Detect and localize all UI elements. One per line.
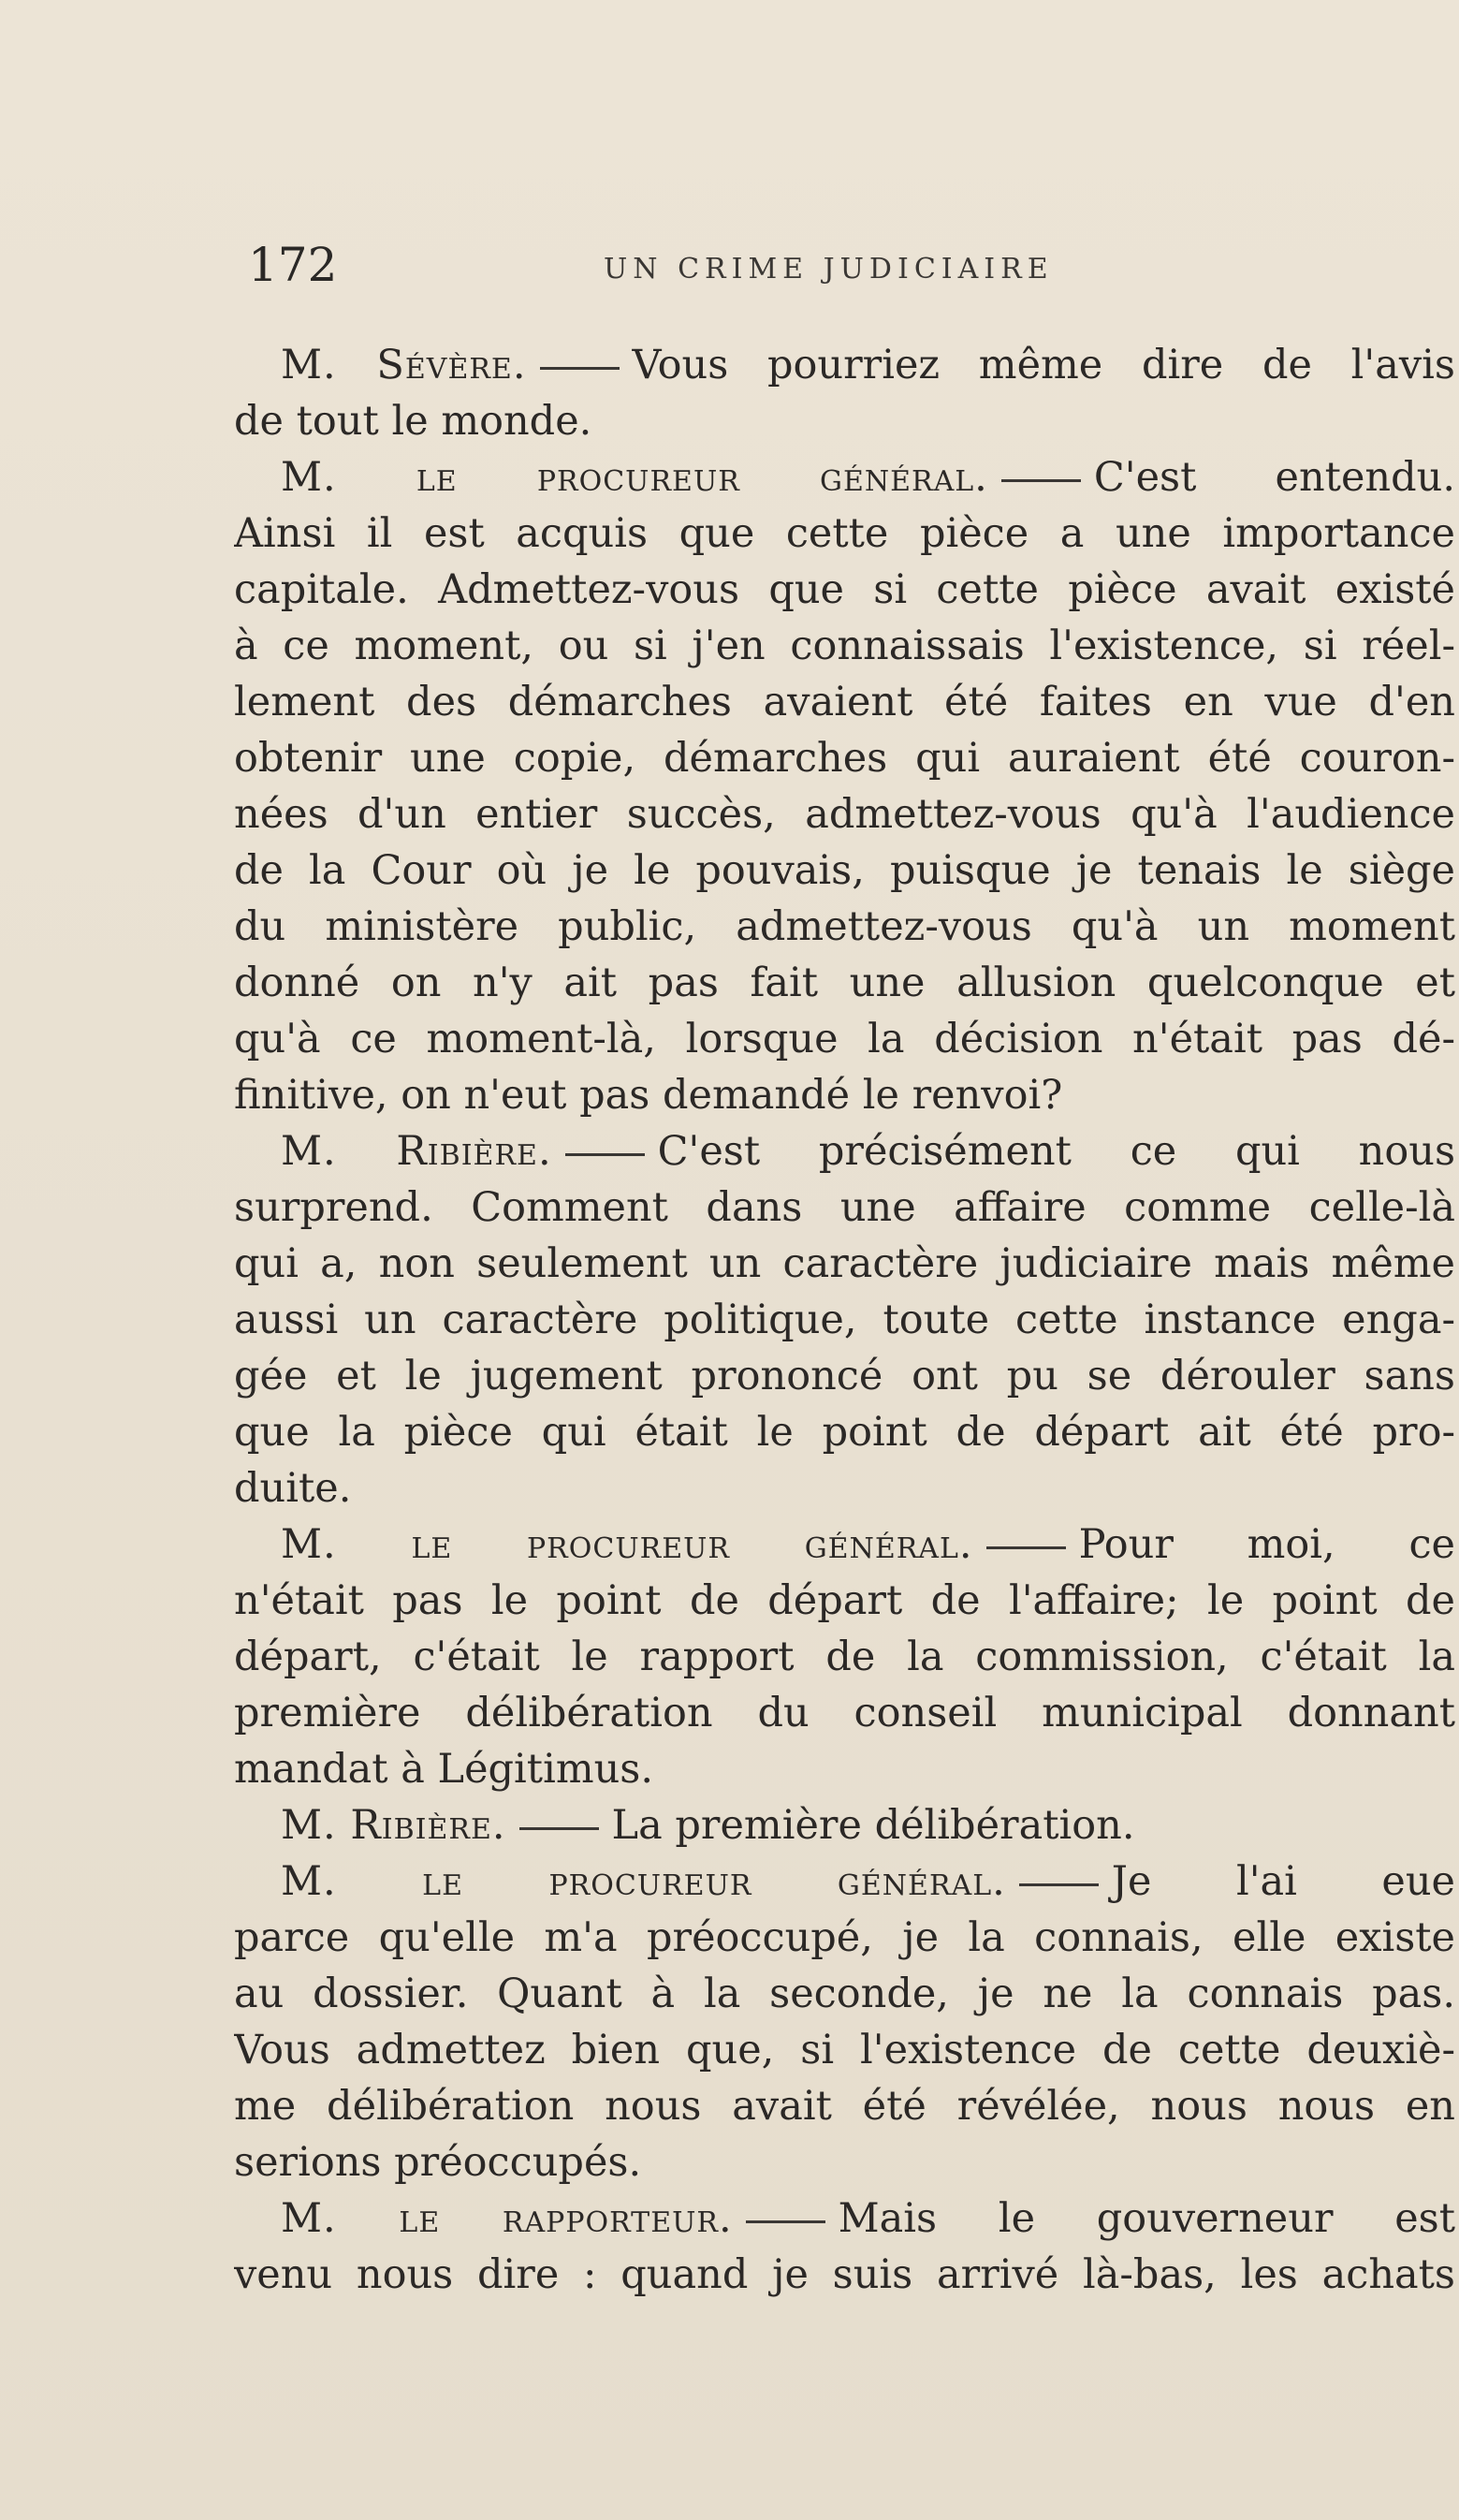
line-text: de la Cour où je le pouvais, puisque je tenais le siège	[234, 847, 1455, 894]
text-line	[234, 674, 1455, 730]
text-line	[234, 2022, 1455, 2078]
line-text: que la pièce qui était le point de départ ait été pro-	[234, 1409, 1455, 1456]
speaker-name: M. Sévère.	[281, 342, 527, 388]
text-line	[234, 1236, 1455, 1292]
text-line	[234, 1067, 1455, 1123]
text-line	[234, 505, 1455, 562]
line-text: Vous admettez bien que, si l'existence de cette deuxiè-	[234, 2027, 1455, 2073]
text-line	[234, 618, 1455, 674]
text-line	[234, 1741, 1455, 1797]
em-dash	[986, 1546, 1066, 1549]
line-text: gée et le jugement prononcé ont pu se dérouler sans	[234, 1353, 1455, 1399]
text-line	[234, 1348, 1455, 1404]
line-text: Mais le gouverneur est	[838, 2195, 1455, 2242]
speech-line	[234, 1797, 1455, 1853]
line-text: Ainsi il est acquis que cette pièce a une importance	[234, 510, 1455, 557]
speech-line	[234, 337, 1455, 393]
line-text: parce qu'elle m'a préoccupé, je la connais, elle existe	[234, 1914, 1455, 1961]
line-text: Je l'ai eue	[1111, 1858, 1455, 1905]
line-text: aussi un caractère politique, toute cette instance enga-	[234, 1297, 1455, 1343]
line-text: La première délibération.	[611, 1802, 1135, 1849]
body-text	[234, 337, 1455, 2303]
speech-line	[234, 2190, 1455, 2247]
text-line	[234, 955, 1455, 1011]
text-line	[234, 393, 1455, 449]
line-text: surprend. Comment dans une affaire comme celle-là	[234, 1184, 1455, 1231]
speaker-name: M. Ribière.	[281, 1802, 506, 1849]
line-text: C'est précisément ce qui nous	[657, 1128, 1455, 1175]
speech-line	[234, 1853, 1455, 1910]
line-text: lement des démarches avaient été faites en vue d'en	[234, 679, 1455, 725]
text-line	[234, 1011, 1455, 1067]
line-text: qu'à ce moment-là, lorsque la décision n'était pas dé-	[234, 1016, 1455, 1062]
text-line	[234, 1910, 1455, 1966]
running-head: UN CRIME JUDICIAIRE	[604, 253, 1054, 286]
text-line	[234, 2078, 1455, 2134]
speaker-name: M. le rapporteur.	[281, 2195, 733, 2242]
text-line	[234, 1404, 1455, 1460]
page-number: 172	[248, 238, 338, 292]
text-line	[234, 2134, 1455, 2190]
speech-line	[234, 1516, 1455, 1573]
line-text: obtenir une copie, démarches qui auraient été couron-	[234, 735, 1455, 782]
line-text: de tout le monde.	[234, 398, 592, 445]
speaker-name: M. Ribière.	[281, 1128, 552, 1175]
text-line	[234, 1179, 1455, 1236]
text-line	[234, 1966, 1455, 2022]
text-line	[234, 1685, 1455, 1741]
text-line	[234, 842, 1455, 899]
em-dash	[1019, 1883, 1099, 1886]
line-text: serions préoccupés.	[234, 2139, 642, 2186]
line-text: départ, c'était le rapport de la commission, c'était la	[234, 1634, 1455, 1680]
em-dash	[1001, 479, 1081, 482]
line-text: donné on n'y ait pas fait une allusion quelconque et	[234, 960, 1455, 1006]
speaker-name: M. le procureur général.	[281, 454, 988, 501]
page-header	[248, 232, 1459, 298]
speaker-name: M. le procureur général.	[281, 1858, 1006, 1905]
line-text: n'était pas le point de départ de l'affaire; le point de	[234, 1577, 1455, 1624]
line-text: duite.	[234, 1465, 352, 1512]
em-dash	[746, 2220, 825, 2223]
line-text: première délibération du conseil municipal donnant	[234, 1690, 1455, 1736]
line-text: qui a, non seulement un caractère judiciaire mais même	[234, 1240, 1455, 1287]
line-text: au dossier. Quant à la seconde, je ne la connais pas.	[234, 1971, 1455, 2017]
speech-line	[234, 1123, 1455, 1179]
speech-line	[234, 449, 1455, 505]
text-line	[234, 1629, 1455, 1685]
text-line	[234, 1460, 1455, 1516]
line-text: me délibération nous avait été révélée, nous nous en	[234, 2083, 1455, 2130]
em-dash	[565, 1153, 645, 1156]
line-text: du ministère public, admettez-vous qu'à un moment	[234, 903, 1455, 950]
line-text: Vous pourriez même dire de l'avis	[632, 342, 1455, 388]
line-text: nées d'un entier succès, admettez-vous qu'à l'audience	[234, 791, 1455, 838]
text-line	[234, 562, 1455, 618]
text-line	[234, 786, 1455, 842]
text-line	[234, 2247, 1455, 2303]
text-line	[234, 899, 1455, 955]
em-dash	[519, 1827, 599, 1830]
text-line	[234, 1573, 1455, 1629]
text-line	[234, 730, 1455, 786]
line-text: C'est entendu.	[1093, 454, 1455, 501]
line-text: mandat à Légitimus.	[234, 1746, 654, 1793]
speaker-name: M. le procureur général.	[281, 1521, 973, 1568]
em-dash	[540, 367, 620, 370]
text-line	[234, 1292, 1455, 1348]
line-text: finitive, on n'eut pas demandé le renvoi?	[234, 1072, 1063, 1119]
line-text: à ce moment, ou si j'en connaissais l'existence, si réel-	[234, 623, 1455, 669]
line-text: venu nous dire : quand je suis arrivé là-bas, les achats	[234, 2251, 1455, 2298]
line-text: capitale. Admettez-vous que si cette pièce avait existé	[234, 566, 1455, 613]
line-text: Pour moi, ce	[1078, 1521, 1455, 1568]
